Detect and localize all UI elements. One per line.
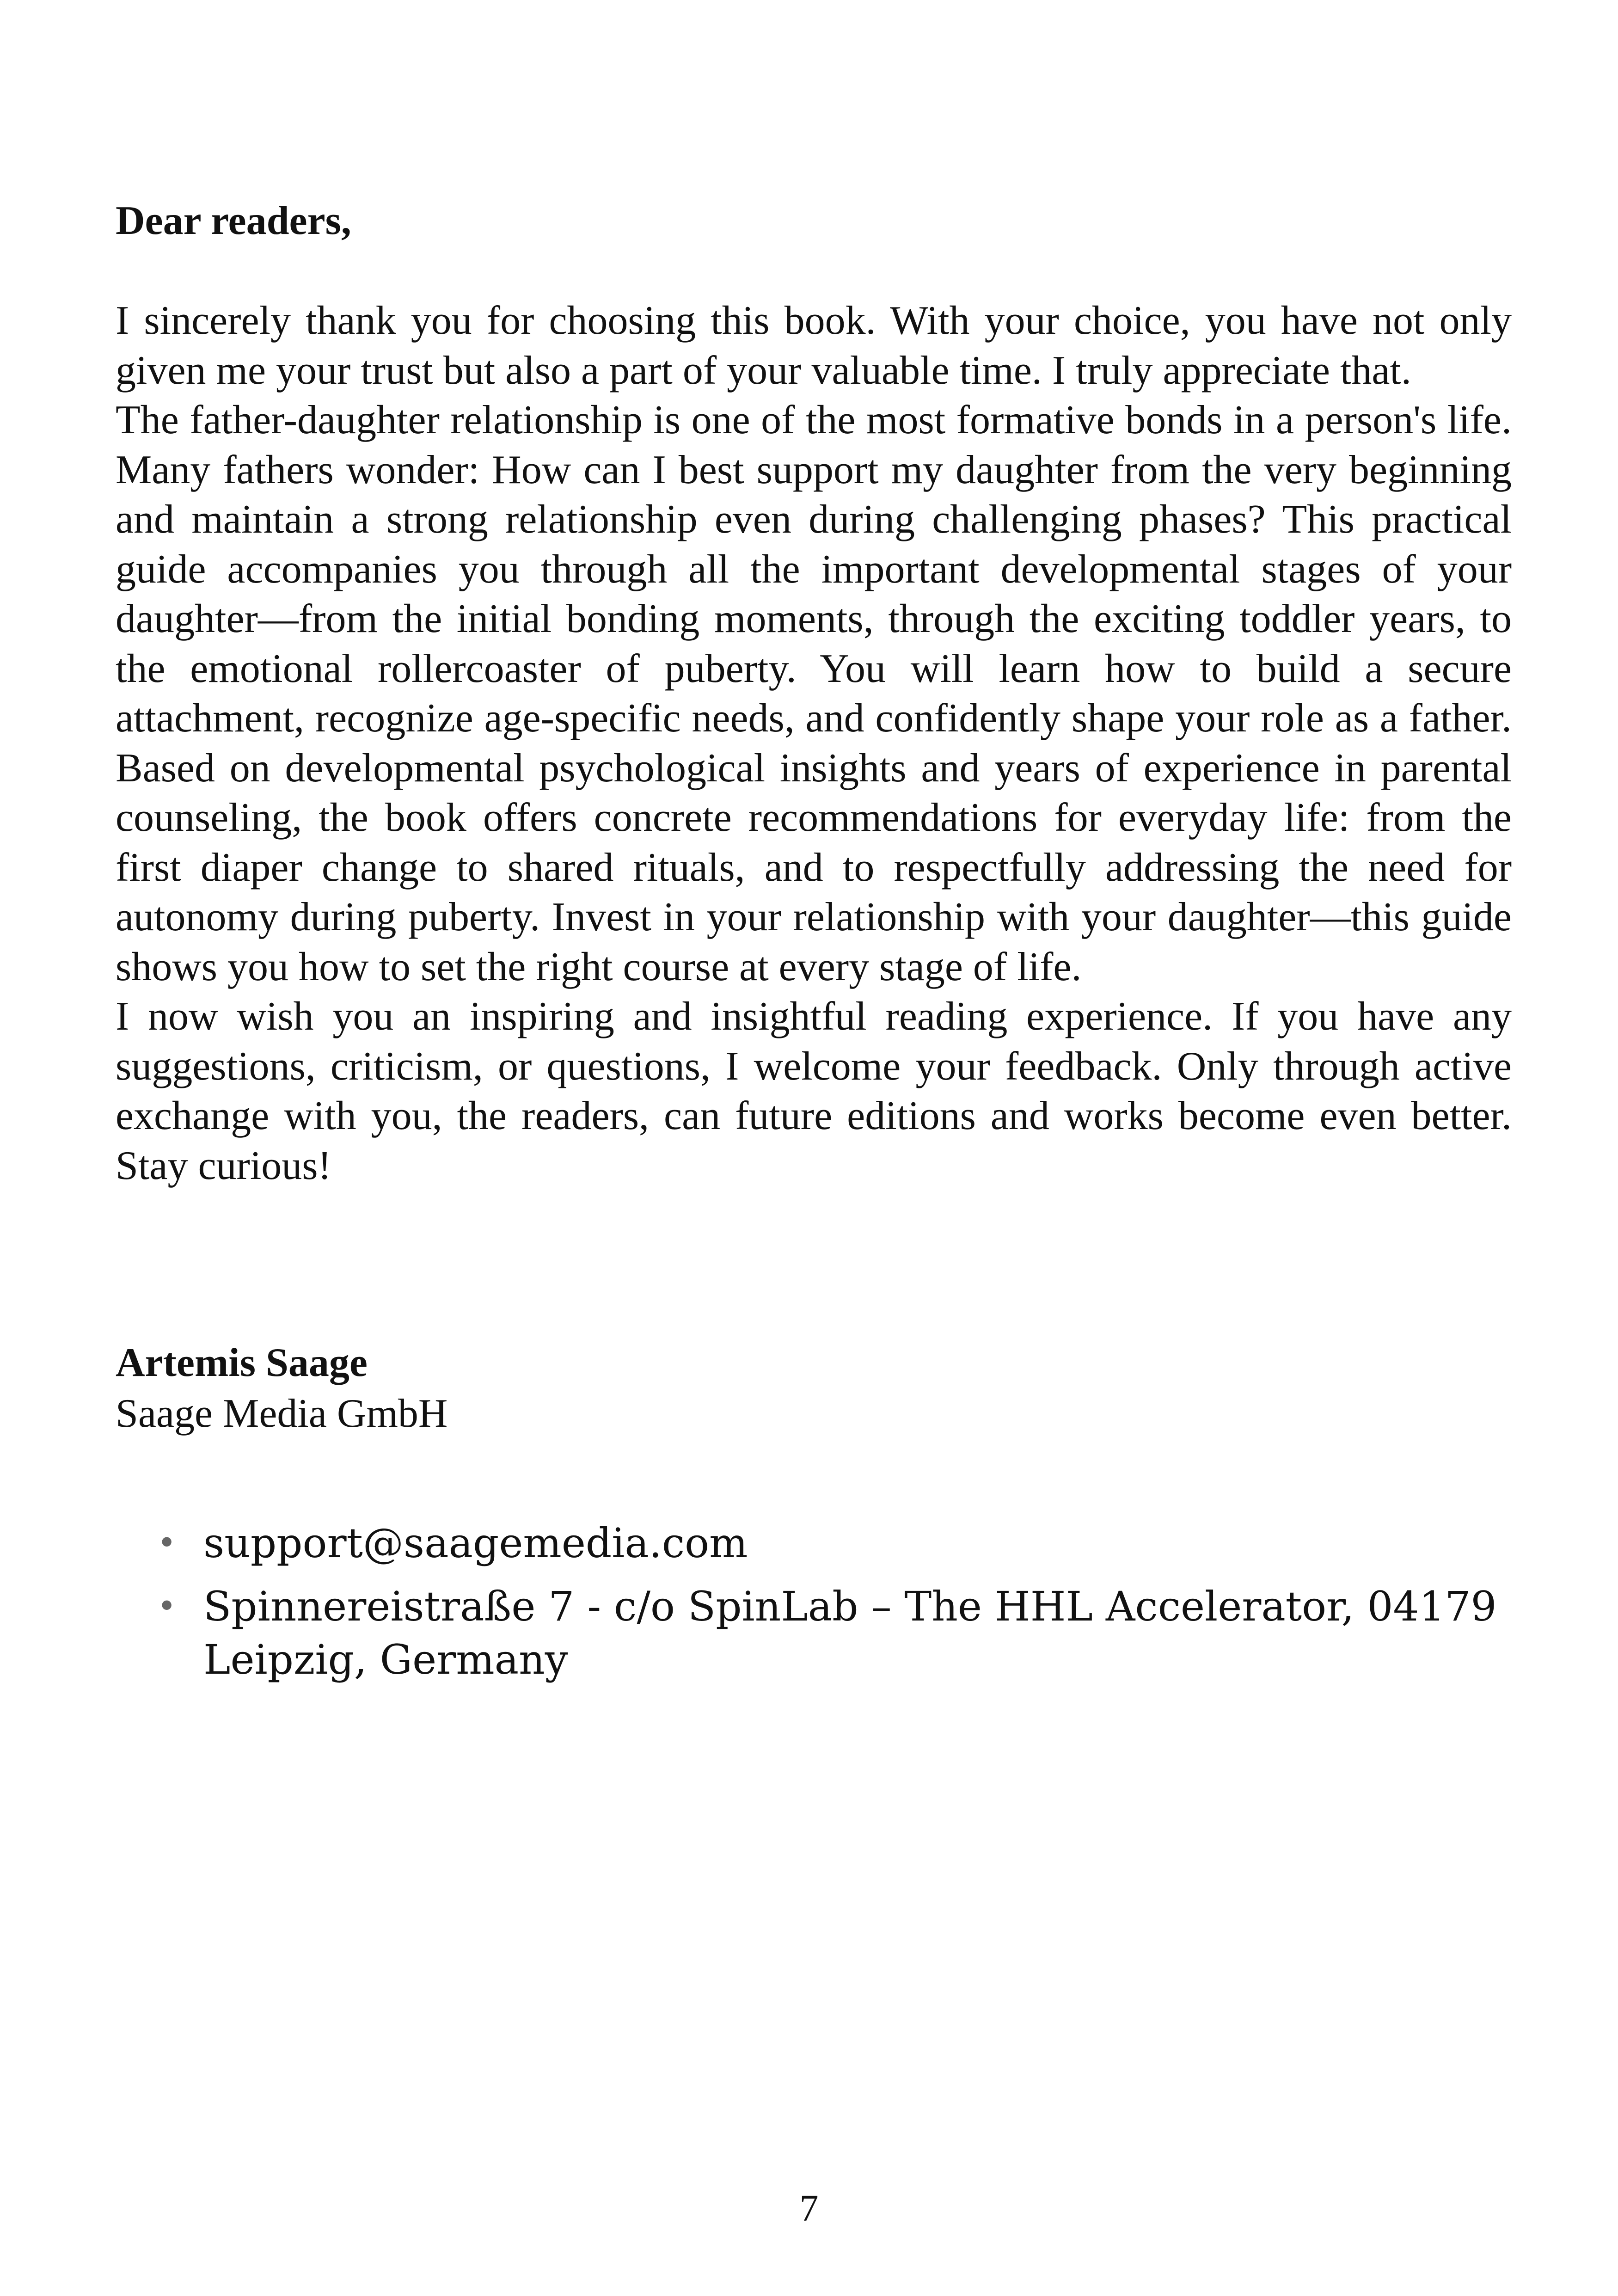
bullet-icon: • bbox=[157, 1587, 177, 1625]
contact-email-item bbox=[157, 1516, 1498, 1570]
contact-email[interactable]: support@saagemedia.com bbox=[203, 1519, 748, 1567]
letter-body bbox=[116, 296, 1512, 1191]
contact-address-item bbox=[157, 1580, 1498, 1686]
bullet-icon: • bbox=[157, 1524, 177, 1562]
author-name: Artemis Saage bbox=[116, 1340, 368, 1385]
page-number: 7 bbox=[799, 2187, 819, 2229]
paragraph-book-summary: The father-daughter relationship is one of the most formative bonds in a person's life. Many fathers wonder: How can I best support my daughter from the very beginning and maintain a strong relationship even during challenging phases? This practical guide accompanies you through all the important developmental stages of your daughter—from the initial bonding moments, through the exciting toddler years, to the emotional rollercoaster of puberty. You will learn how to build a secure attachment, recognize age-specific needs, and confidently shape your role as a father. Based on developmental psychological insights and years of experience in parental counseling, the book offers concrete recommendations for everyday life: from the first diaper change to shared rituals, and to respectfully addressing the need for autonomy during puberty. Invest in your relationship with your daughter—this guide shows you how to set the right course at every stage of life. bbox=[116, 398, 1512, 989]
paragraph-closing: I now wish you an inspiring and insightful reading experience. If you have any suggestions, criticism, or questions, I welcome your feedback. Only through active exchange with you, the readers, can future editions and works become even better. Stay curious! bbox=[116, 994, 1512, 1188]
company-name: Saage Media GmbH bbox=[116, 1391, 448, 1436]
contact-address: Spinnereistraße 7 - c/o SpinLab – The HHL Accelerator, 04179 Leipzig, Germany bbox=[203, 1583, 1497, 1683]
contact-list bbox=[157, 1516, 1498, 1696]
paragraph-thanks: I sincerely thank you for choosing this book. With your choice, you have not only given me your trust but also a part of your valuable time. I truly appreciate that. bbox=[116, 298, 1512, 393]
salutation: Dear readers, bbox=[116, 198, 351, 243]
